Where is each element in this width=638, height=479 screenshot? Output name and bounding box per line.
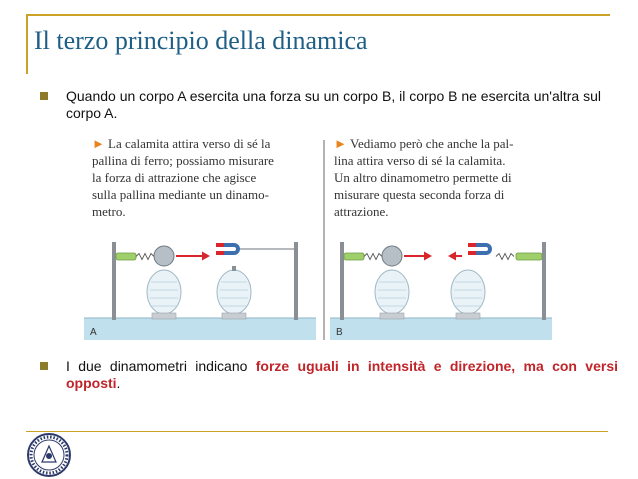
caption-right-line: attrazione. [334,204,389,219]
bullet-2-prefix: I due dinamometri indicano [66,358,256,374]
caption-right-line: Un altro dinamometro permette di [334,170,512,185]
force-arrow [424,252,432,261]
university-seal-icon [26,432,72,478]
panel-label-b: B [336,327,343,338]
bullet-2-highlight: forze uguali in intensità e direzione, ma con versi opposti [66,358,618,391]
bullet-text-1: Quando un corpo A esercita una forza su un corpo B, il corpo B ne esercita un'altra sul corpo A. [66,88,601,121]
caption-right-line: Vediamo però che anche la pal- [350,136,514,151]
panel-a [84,242,316,340]
stand-post [112,242,116,320]
force-arrow [202,252,210,261]
spring [496,254,514,260]
stand-post [294,242,298,320]
caption-left-line: sulla pallina mediante un dinamo- [92,187,269,202]
caption-left-line: La calamita attira verso di sé la [108,136,271,151]
water-surface [330,318,552,340]
triangle-arrow-icon: ► [334,136,347,151]
stand-post [340,242,344,320]
title-accent-bar [26,14,28,74]
caption-left-line: metro. [92,204,126,219]
footer-rule [26,431,608,432]
panel-b [330,242,552,340]
caption-right-line: lina attira verso di sé la calamita. [334,153,506,168]
dynamometer [116,253,136,260]
title-rule [26,14,610,16]
caption-right-line: misurare questa seconda forza di [334,187,505,202]
square-bullet-icon [40,362,48,370]
caption-right [334,136,514,219]
force-arrow [448,252,456,261]
bullet-text-2 [66,358,618,392]
bullet-2-suffix: . [116,375,121,391]
panel-label-a: A [90,327,97,338]
caption-left [92,136,274,219]
square-bullet-icon [40,92,48,100]
float [147,270,181,314]
water-surface [84,318,316,340]
dynamometer-figure [84,132,552,340]
iron-ball [154,246,174,266]
spring [364,254,382,260]
caption-left-line: pallina di ferro; possiamo misurare [92,153,274,168]
triangle-arrow-icon: ► [92,136,105,151]
float [375,270,409,314]
dynamometer [516,253,542,260]
iron-ball [382,246,402,266]
float [217,270,251,314]
spring [136,254,154,260]
dynamometer [344,253,364,260]
float [451,270,485,314]
page-title: Il terzo principio della dinamica [34,26,368,55]
caption-left-line: la forza di attrazione che agisce [92,170,257,185]
stand-post [542,242,546,320]
